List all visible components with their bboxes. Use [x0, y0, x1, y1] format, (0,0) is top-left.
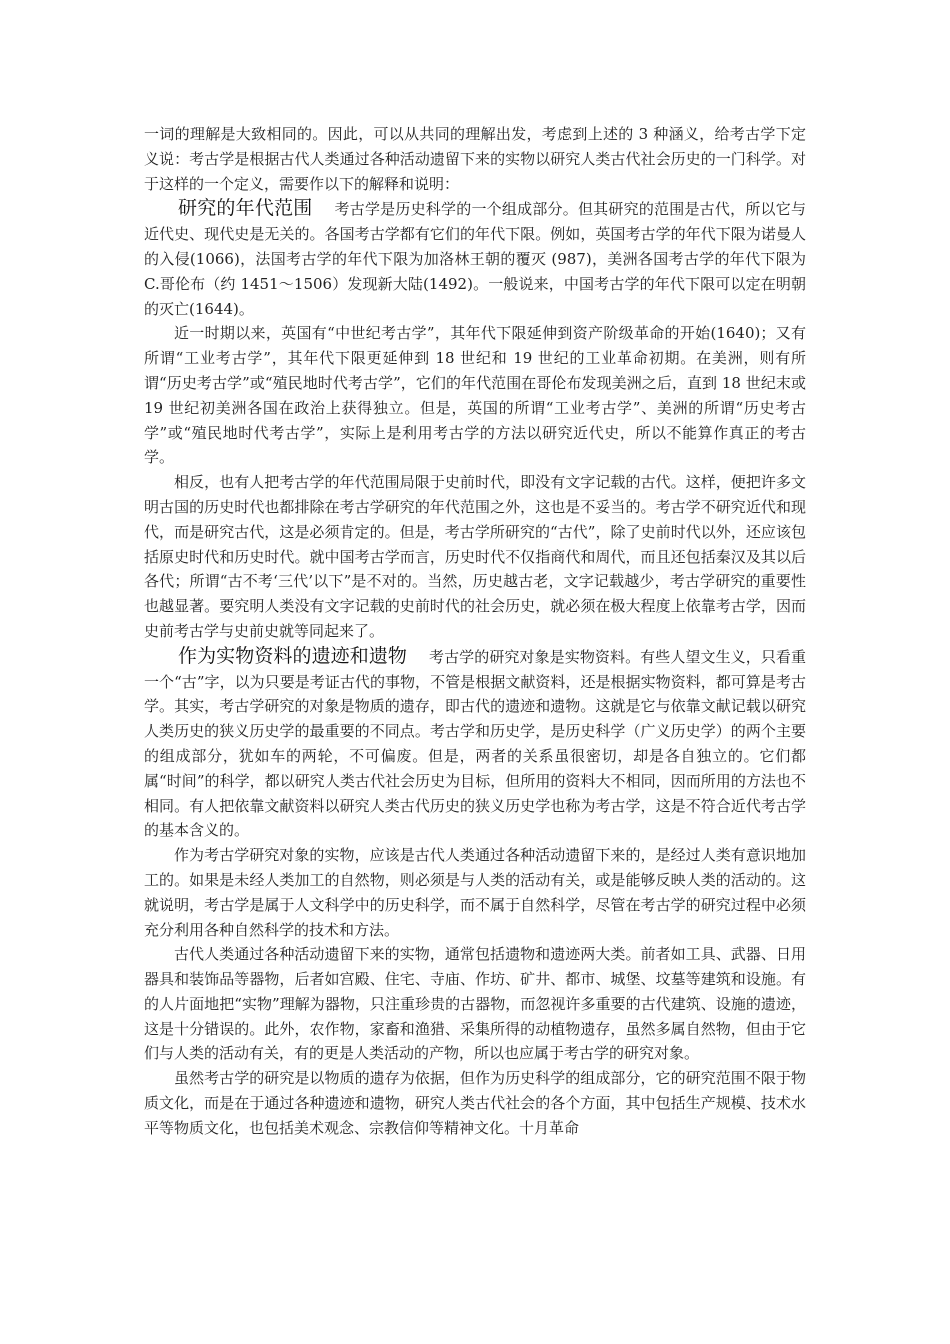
paragraph-text: 作为考古学研究对象的实物，应该是古代人类通过各种活动遗留下来的，是经过人类有意识地加工的。如果是未经人类加工的自然物，则必须是与人类的活动有关，或是能够反映人类的活动的。这就说明，考古学是属于人文科学中的历史科学，而不属于自然科学，尽管在考古学的研究过程中必须充分利用各种自然科学的技术和方法。 — [144, 846, 806, 939]
paragraph-chronological-range — [144, 196, 806, 321]
paragraph-prehistoric-limitation — [144, 470, 806, 644]
paragraph-material-remains — [144, 644, 806, 843]
paragraph-research-objects — [144, 843, 806, 942]
paragraph-text: 一词的理解是大致相同的。因此，可以从共同的理解出发，考虑到上述的 3 种涵义，给考古学下定义说：考古学是根据古代人类通过各种活动遗留下来的实物以研究人类古代社会历史的一门科学。对于这样的一个定义，需要作以下的解释和说明： — [144, 125, 806, 193]
paragraph-intro-continuation — [144, 122, 806, 196]
paragraph-research-scope — [144, 1066, 806, 1140]
section-heading-material-remains: 作为实物资料的遗迹和遗物 — [178, 644, 407, 667]
paragraph-text: 考古学的研究对象是实物资料。有些人望文生义，只看重一个“古”字，以为只要是考证古代的事物，不管是根据文献资料，还是根据实物资料，都可算是考古学。其实，考古学研究的对象是物质的遗存，即古代的遗迹和遗物。这就是它与依靠文献记载以研究人类历史的狭义历史学的最重要的不同点。考古学和历史学，是历史科学（广义历史学）的两个主要的组成部分，犹如车的两轮，不可偏废。但是，两者的关系虽很密切，却是各自独立的。它们都属“时间”的科学，都以研究人类古代社会历史为目标，但所用的资料大不相同，因而所用的方法也不相同。有人把依靠文献资料以研究人类古代历史的狭义历史学也称为考古学，这是不符合近代考古学的基本含义的。 — [144, 647, 806, 840]
paragraph-text: 虽然考古学的研究是以物质的遗存为依据，但作为历史科学的组成部分，它的研究范围不限于物质文化，而是在于通过各种遗迹和遗物，研究人类古代社会的各个方面，其中包括生产规模、技术水平等物质文化，也包括美术观念、宗教信仰等精神文化。十月革命 — [144, 1069, 806, 1137]
document-page — [144, 122, 806, 1141]
section-heading-chronological-range: 研究的年代范围 — [178, 197, 313, 220]
paragraph-remains-categories — [144, 942, 806, 1066]
paragraph-recent-extensions — [144, 321, 806, 470]
paragraph-text: 相反，也有人把考古学的年代范围局限于史前时代，即没有文字记载的古代。这样，便把许多文明古国的历史时代也都排除在考古学研究的年代范围之外，这也是不妥当的。考古学不研究近代和现代，而是研究古代，这是必须肯定的。但是，考古学所研究的“古代”，除了史前时代以外，还应该包括原史时代和历史时代。就中国考古学而言，历史时代不仅指商代和周代，而且还包括秦汉及其以后各代；所谓“古不考‘三代’以下”是不对的。当然，历史越古老，文字记载越少，考古学研究的重要性也越显著。要究明人类没有文字记载的史前时代的社会历史，就必须在极大程度上依靠考古学，因而史前考古学与史前史就等同起来了。 — [144, 473, 806, 640]
paragraph-text: 近一时期以来，英国有“中世纪考古学”，其年代下限延伸到资产阶级革命的开始(1640)；又有所谓“工业考古学”，其年代下限更延伸到 18 世纪和 19 世纪的工业革命初期。在美洲，则有所谓“历史考古学”或“殖民地时代考古学”，它们的年代范围在哥伦布发现美洲之后，直到 18 世纪末或 19 世纪初美洲各国在政治上获得独立。但是，英国的所谓“工业考古学”、美洲的所谓“历史考古学”或“殖民地时代考古学”，实际上是利用考古学的方法以研究近代史，所以不能算作真正的考古学。 — [144, 324, 806, 467]
paragraph-text: 古代人类通过各种活动遗留下来的实物，通常包括遗物和遗迹两大类。前者如工具、武器、日用器具和装饰品等器物，后者如宫殿、住宅、寺庙、作坊、矿井、都市、城堡、坟墓等建筑和设施。有的人片面地把“实物”理解为器物，只注重珍贵的古器物，而忽视许多重要的古代建筑、设施的遗迹，这是十分错误的。此外，农作物，家畜和渔猎、采集所得的动植物遗存，虽然多属自然物，但由于它们与人类的活动有关，有的更是人类活动的产物，所以也应属于考古学的研究对象。 — [144, 945, 806, 1063]
paragraph-text: 考古学是历史科学的一个组成部分。但其研究的范围是古代，所以它与近代史、现代史是无关的。各国考古学都有它们的年代下限。例如，英国考古学的年代下限为诺曼人的入侵(1066)，法国考古学的年代下限为加洛林王朝的覆灭 (987)，美洲各国考古学的年代下限为 C.哥伦布（约 1451～1506）发现新大陆(1492)。一般说来，中国考古学的年代下限可以定在明朝的灭亡(1644)。 — [144, 200, 807, 318]
